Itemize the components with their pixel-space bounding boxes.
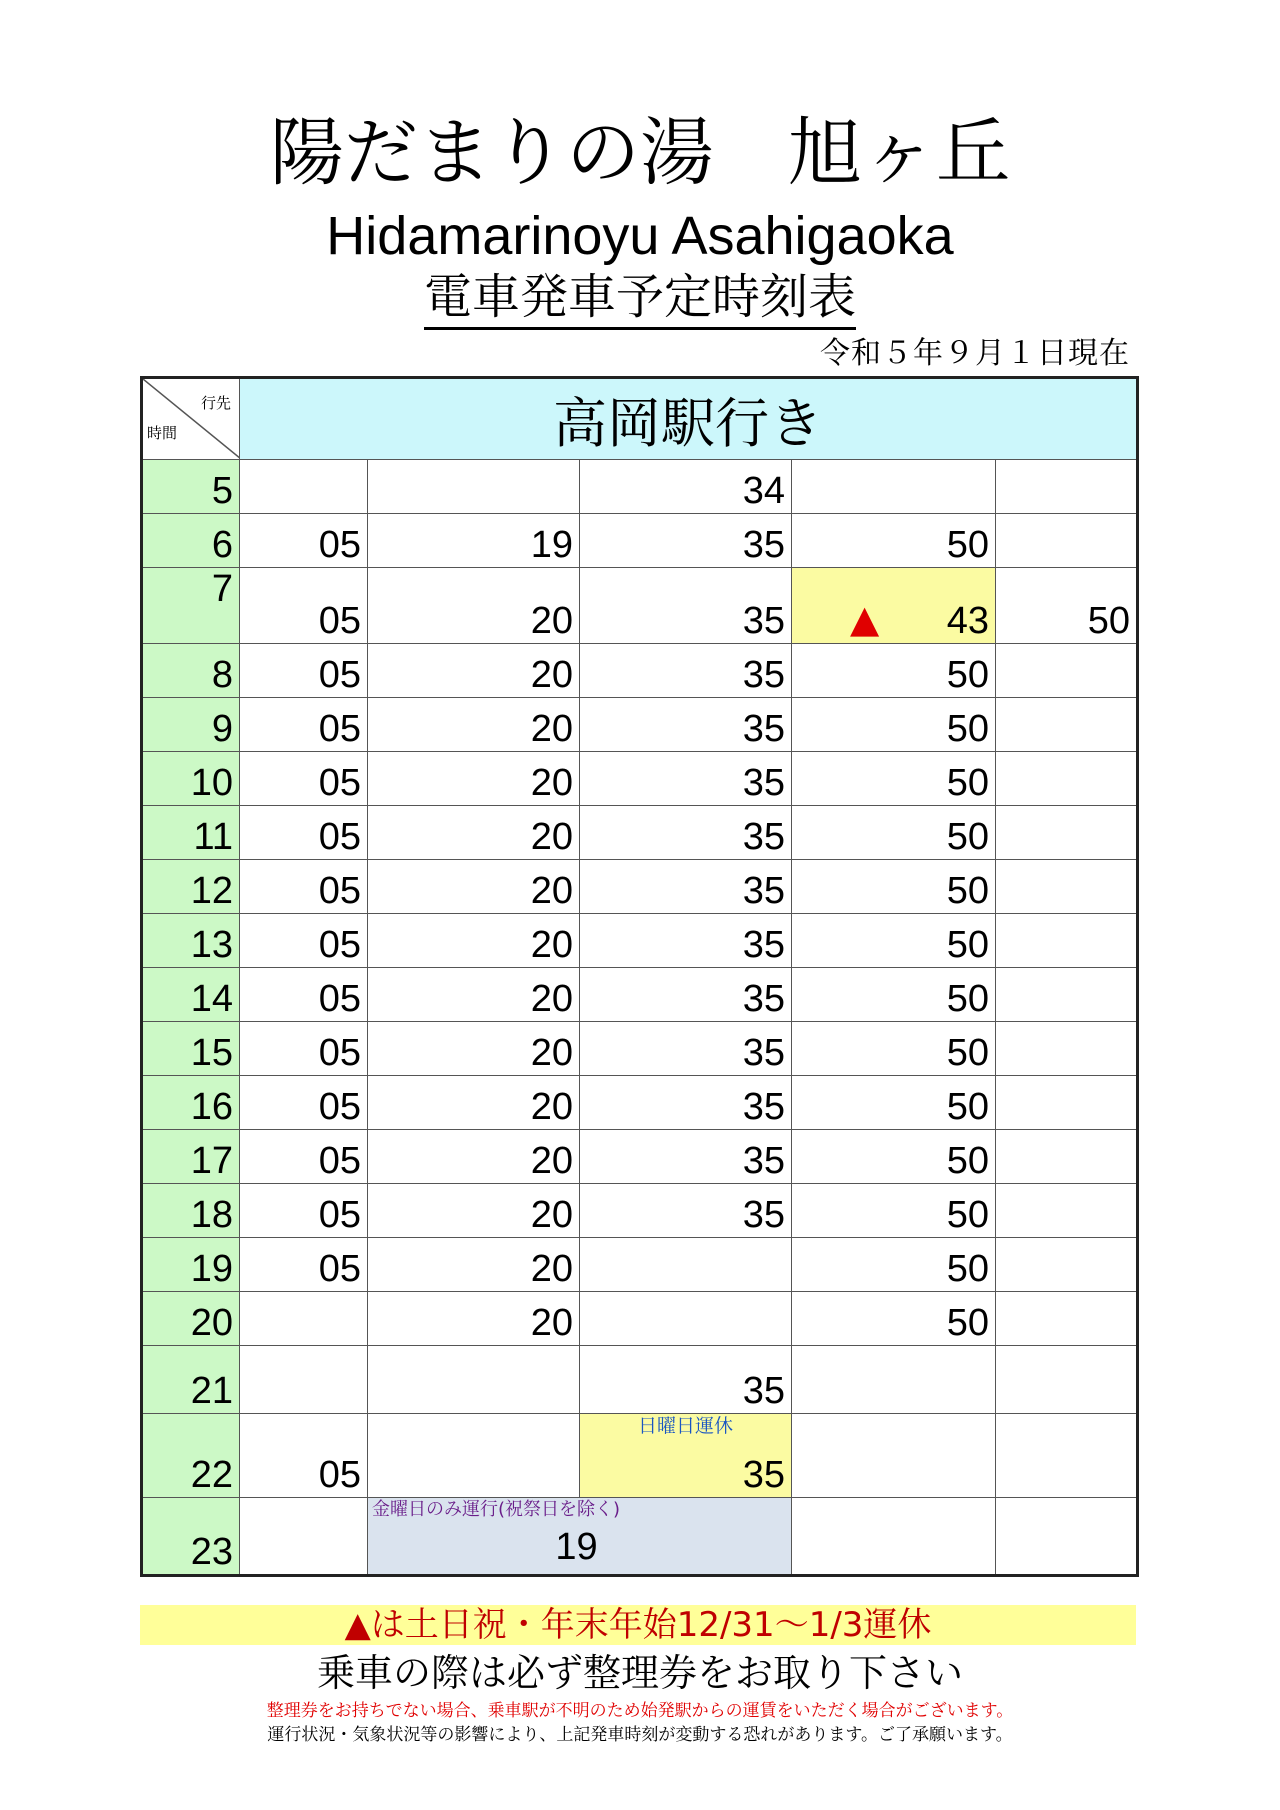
page-subtitle: 電車発車予定時刻表 <box>0 268 1280 326</box>
minute-cell <box>996 1130 1138 1184</box>
minute-cell: 05 <box>240 514 368 568</box>
minute-cell: 05 <box>240 806 368 860</box>
timetable <box>140 376 1139 1577</box>
minute-cell <box>996 698 1138 752</box>
minute-cell: 34 <box>580 460 792 514</box>
minute-cell: 05 <box>240 698 368 752</box>
hour-cell: 20 <box>142 1292 240 1346</box>
hour-cell: 13 <box>142 914 240 968</box>
hour-cell: 9 <box>142 698 240 752</box>
minute-cell <box>240 1346 368 1414</box>
minute-cell: 35 <box>580 860 792 914</box>
minute-cell: 50 <box>792 1022 996 1076</box>
fare-warning: 整理券をお持ちでない場合、乗車駅が不明のため始発駅からの運賃をいただく場合がございます。 <box>266 1701 1014 1721</box>
schedule-disclaimer: 運行状況・気象状況等の影響により、上記発車時刻が変動する恐れがあります。ご了承願います。 <box>267 1725 1013 1745</box>
minute-cell: 05 <box>240 914 368 968</box>
hour-cell: 15 <box>142 1022 240 1076</box>
hour-cell: 16 <box>142 1076 240 1130</box>
minute-cell: 05 <box>240 1184 368 1238</box>
minute-cell: 05 <box>240 860 368 914</box>
minute-cell: 20 <box>368 1022 580 1076</box>
hour-cell: 5 <box>142 460 240 514</box>
minute-cell: 05 <box>240 1076 368 1130</box>
holiday-suspension-banner: ▲は土日祝・年末年始12/31～1/3運休 <box>140 1605 1136 1645</box>
minute-cell <box>996 1498 1138 1576</box>
minute-cell: 50 <box>792 860 996 914</box>
minute-cell: 50 <box>792 698 996 752</box>
hour-cell: 19 <box>142 1238 240 1292</box>
minute-cell <box>996 1238 1138 1292</box>
minute-cell: 20 <box>368 1292 580 1346</box>
minute-cell <box>792 1346 996 1414</box>
corner-dest-label: 行先 <box>200 394 231 412</box>
minute-cell: 35 <box>580 514 792 568</box>
minute-cell <box>580 1238 792 1292</box>
minute-cell: 05 <box>240 968 368 1022</box>
minute-cell: 50 <box>792 968 996 1022</box>
minute-cell: 05 <box>240 644 368 698</box>
hour-cell: 10 <box>142 752 240 806</box>
sunday-suspended-note: 日曜日運休 <box>637 1415 733 1437</box>
hour-cell: 7 <box>142 568 240 644</box>
minute-cell: 20 <box>368 1184 580 1238</box>
friday-only-note: 金曜日のみ運行(祝祭日を除く) <box>372 1499 621 1520</box>
minute-cell <box>996 1414 1138 1498</box>
minute-cell: 50 <box>792 914 996 968</box>
minute-cell <box>996 1292 1138 1346</box>
minute-cell: 35 <box>580 968 792 1022</box>
minute-cell: 50 <box>792 514 996 568</box>
minute-cell: 50 <box>792 1184 996 1238</box>
minute-cell: 50 <box>792 1076 996 1130</box>
minute-cell: 35 <box>580 1130 792 1184</box>
hour-cell: 21 <box>142 1346 240 1414</box>
hour-cell: 18 <box>142 1184 240 1238</box>
minute-cell: 35 <box>580 644 792 698</box>
minute-cell <box>996 514 1138 568</box>
minute-cell <box>996 968 1138 1022</box>
hour-cell: 23 <box>142 1498 240 1576</box>
minute-cell: 20 <box>368 752 580 806</box>
minute-cell: 35 <box>580 568 792 644</box>
effective-date: 令和５年９月１日現在 <box>820 336 1130 371</box>
minute-cell: 50 <box>792 806 996 860</box>
corner-hour-label: 時間 <box>147 424 178 442</box>
hour-cell: 6 <box>142 514 240 568</box>
hour-cell: 11 <box>142 806 240 860</box>
minute-cell: 20 <box>368 568 580 644</box>
minute-cell <box>996 460 1138 514</box>
minute-cell: 20 <box>368 914 580 968</box>
minute-cell: 50 <box>792 644 996 698</box>
minute-cell: 35 <box>580 1346 792 1414</box>
minute-cell: 05 <box>240 1130 368 1184</box>
minute-cell <box>368 1414 580 1498</box>
minute-cell <box>996 752 1138 806</box>
minute-cell-weekday-only <box>792 568 996 644</box>
minute-cell <box>240 460 368 514</box>
minute-cell: 20 <box>368 698 580 752</box>
minute-cell <box>996 860 1138 914</box>
minute-cell: 35 <box>580 698 792 752</box>
minute-cell: 50 <box>792 1292 996 1346</box>
hour-cell: 12 <box>142 860 240 914</box>
minute-cell: 19 <box>368 514 580 568</box>
minute-cell <box>996 1346 1138 1414</box>
minute-cell <box>996 1184 1138 1238</box>
minute-cell: 20 <box>368 1238 580 1292</box>
minute-cell <box>996 806 1138 860</box>
minute-cell-friday-only <box>368 1498 792 1576</box>
minute-value: 35 <box>742 1454 785 1496</box>
destination-header: 高岡駅行き <box>240 378 1138 460</box>
minute-cell: 20 <box>368 644 580 698</box>
minute-cell: 20 <box>368 860 580 914</box>
minute-cell: 35 <box>580 1076 792 1130</box>
hour-cell: 22 <box>142 1414 240 1498</box>
weekday-only-marker-icon: ▲ <box>850 597 880 641</box>
minute-cell: 05 <box>240 1238 368 1292</box>
minute-cell <box>240 1498 368 1576</box>
minute-cell: 50 <box>792 1238 996 1292</box>
minute-cell: 05 <box>240 1414 368 1498</box>
minute-cell: 05 <box>240 1022 368 1076</box>
minute-cell: 35 <box>580 1184 792 1238</box>
ticket-notice: 乗車の際は必ず整理券をお取り下さい <box>316 1651 963 1695</box>
minute-cell <box>792 1414 996 1498</box>
minute-cell: 35 <box>580 752 792 806</box>
hour-cell: 8 <box>142 644 240 698</box>
minute-cell <box>368 460 580 514</box>
hour-cell: 17 <box>142 1130 240 1184</box>
minute-cell: 50 <box>792 752 996 806</box>
minute-cell: 05 <box>240 752 368 806</box>
minute-cell <box>580 1292 792 1346</box>
minute-cell: 20 <box>368 1076 580 1130</box>
minute-cell: 05 <box>240 568 368 644</box>
minute-cell: 35 <box>580 1022 792 1076</box>
minute-cell: 35 <box>580 806 792 860</box>
minute-value: 19 <box>555 1525 598 1568</box>
corner-header <box>142 378 240 460</box>
minute-cell: 35 <box>580 914 792 968</box>
minute-cell <box>240 1292 368 1346</box>
page-title: 陽だまりの湯 旭ヶ丘 <box>270 110 1010 196</box>
minute-cell <box>996 1022 1138 1076</box>
minute-cell <box>996 644 1138 698</box>
minute-cell <box>792 460 996 514</box>
corner-diagonal <box>143 379 241 459</box>
minute-value: 43 <box>946 600 989 642</box>
minute-cell: 20 <box>368 968 580 1022</box>
minute-cell: 50 <box>792 1130 996 1184</box>
hour-cell: 14 <box>142 968 240 1022</box>
minute-cell <box>792 1498 996 1576</box>
minute-cell: 20 <box>368 806 580 860</box>
minute-cell <box>368 1346 580 1414</box>
minute-cell: 50 <box>996 568 1138 644</box>
minute-cell <box>996 1076 1138 1130</box>
minute-cell-sunday-suspended <box>580 1414 792 1498</box>
minute-cell <box>996 914 1138 968</box>
minute-cell: 20 <box>368 1130 580 1184</box>
page-title-english: Hidamarinoyu Asahigaoka <box>326 206 954 266</box>
